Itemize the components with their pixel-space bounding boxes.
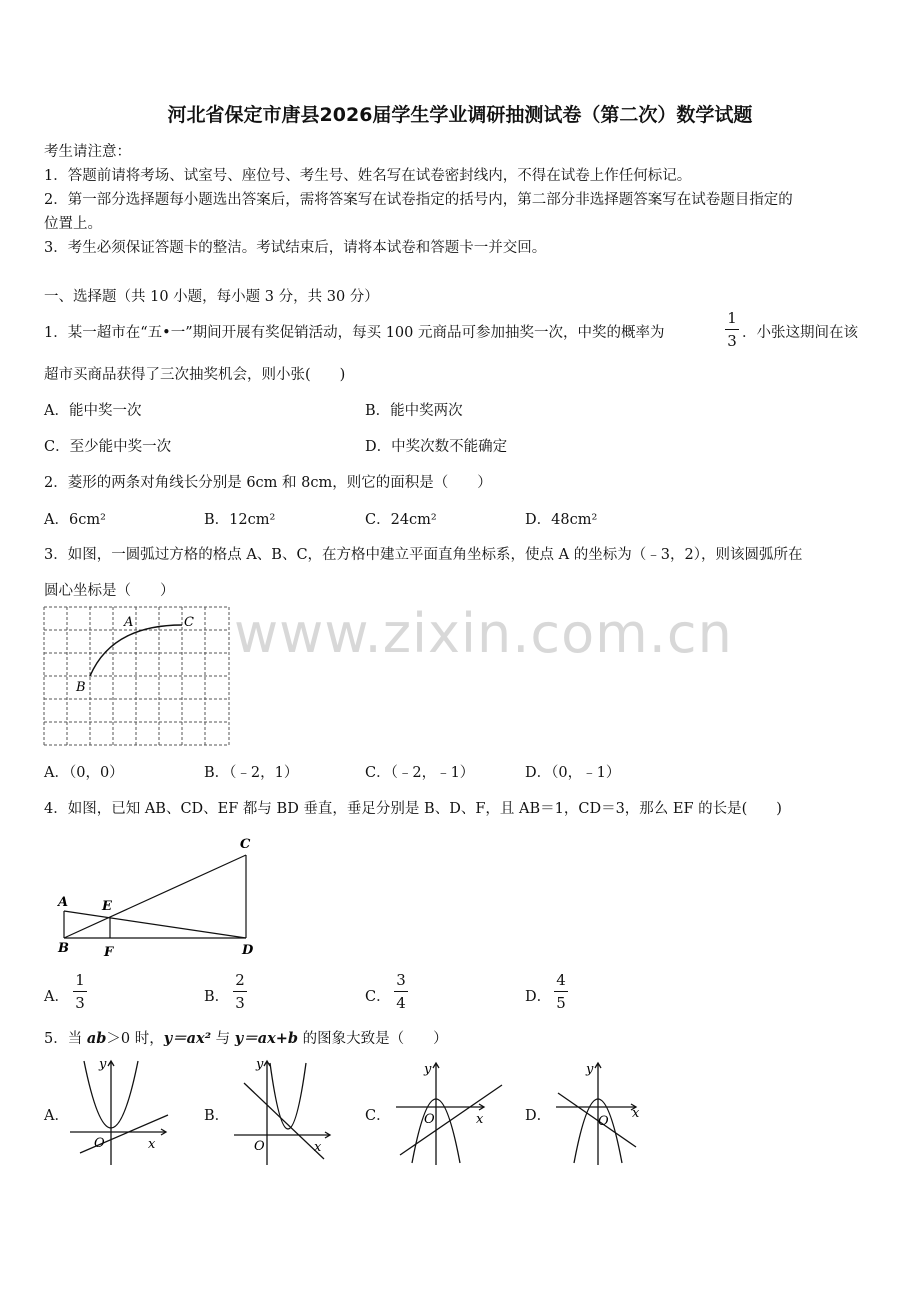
origin-label: O bbox=[94, 1136, 105, 1151]
q1-option-c[interactable]: C．至少能中奖一次 bbox=[44, 439, 172, 455]
origin-label: O bbox=[598, 1114, 609, 1129]
q5-stem-with: 与 bbox=[211, 1031, 235, 1047]
q4-c-num: 3 bbox=[396, 971, 406, 989]
q5-stem-gt: ＞0 时， bbox=[106, 1031, 164, 1047]
point-d-label: D bbox=[242, 943, 254, 958]
q3-option-a[interactable]: A．（0，0） bbox=[44, 765, 124, 781]
point-c-label: C bbox=[184, 615, 194, 630]
q1-fraction bbox=[724, 307, 740, 352]
x-label: x bbox=[632, 1106, 640, 1121]
q4-option-b-frac[interactable] bbox=[232, 969, 248, 1014]
parabola bbox=[270, 1063, 306, 1129]
origin-label: O bbox=[424, 1112, 435, 1127]
q4-figure bbox=[52, 830, 272, 965]
q4-option-b-letter[interactable]: B． bbox=[204, 989, 230, 1005]
q1-stem bbox=[44, 321, 665, 342]
point-f-label: F bbox=[104, 945, 114, 960]
q5-stem bbox=[44, 1027, 448, 1048]
q5-option-b[interactable]: B． bbox=[204, 1108, 230, 1124]
q1-stem-suffix: ．小张这期间在该 bbox=[742, 325, 858, 341]
q1-option-d[interactable]: D．中奖次数不能确定 bbox=[365, 439, 508, 455]
y-label: y bbox=[586, 1062, 594, 1077]
point-a-label: A bbox=[124, 615, 134, 630]
q5-graph-d bbox=[552, 1055, 648, 1167]
q5-stem-suffix: 的图象大致是（ ） bbox=[298, 1031, 448, 1047]
q2-option-b[interactable]: B．12cm² bbox=[204, 512, 276, 528]
q1-frac-den: 3 bbox=[727, 332, 737, 350]
q5-option-c[interactable]: C． bbox=[365, 1108, 391, 1124]
page-title: 河北省保定市唐县2026届学生学业调研抽测试卷（第二次）数学试题 bbox=[167, 104, 753, 126]
y-label: y bbox=[424, 1062, 432, 1077]
segment-bc bbox=[64, 855, 246, 938]
q4-option-a-frac[interactable] bbox=[72, 969, 88, 1014]
y-label: y bbox=[256, 1057, 264, 1072]
q2-stem: 2．菱形的两条对角线长分别是 6cm 和 8cm，则它的面积是（ ） bbox=[44, 475, 492, 491]
section-heading: 一、选择题（共 10 小题，每小题 3 分，共 30 分） bbox=[44, 289, 379, 305]
q3-option-d[interactable]: D．（0，﹣1） bbox=[525, 765, 621, 781]
q1-option-b[interactable]: B．能中奖两次 bbox=[365, 403, 463, 419]
q5-stem-prefix: 5．当 bbox=[44, 1031, 87, 1047]
q4-d-den: 5 bbox=[556, 994, 566, 1012]
q4-option-c-letter[interactable]: C． bbox=[365, 989, 391, 1005]
q5-stem-ab: ab bbox=[86, 1030, 107, 1047]
q5-option-d[interactable]: D． bbox=[525, 1108, 552, 1124]
q4-a-den: 3 bbox=[75, 994, 85, 1012]
point-c-label: C bbox=[240, 837, 251, 852]
q4-option-a-letter[interactable]: A． bbox=[44, 989, 69, 1005]
q2-option-d[interactable]: D．48cm² bbox=[525, 512, 598, 528]
point-b-label: B bbox=[76, 680, 86, 695]
y-label: y bbox=[99, 1057, 107, 1072]
q5-graph-a bbox=[66, 1055, 174, 1167]
q5-graph-c bbox=[392, 1055, 510, 1167]
q5-stem-eq1: y＝ax² bbox=[163, 1030, 212, 1047]
q5-graph-b bbox=[230, 1055, 338, 1167]
notice-item-1: 1．答题前请将考场、试室号、座位号、考生号、姓名写在试卷密封线内，不得在试卷上作任何标记。 bbox=[44, 168, 692, 184]
q2-option-a[interactable]: A．6cm² bbox=[44, 512, 106, 528]
q3-stem-line1: 3．如图，一圆弧过方格的格点 A、B、C，在方格中建立平面直角坐标系，使点 A 的坐标为（﹣3，2），则该圆弧所在 bbox=[44, 547, 803, 563]
q1-frac-num: 1 bbox=[727, 309, 737, 327]
q4-b-den: 3 bbox=[235, 994, 245, 1012]
notice-heading: 考生请注意： bbox=[44, 144, 131, 160]
notice-item-2-cont: 位置上。 bbox=[44, 216, 102, 232]
point-b-label: B bbox=[58, 941, 69, 956]
origin-label: O bbox=[254, 1139, 265, 1154]
x-label: x bbox=[314, 1140, 322, 1155]
q4-stem: 4．如图，已知 AB、CD、EF 都与 BD 垂直，垂足分别是 B、D、F，且 AB＝1，CD＝3，那么 EF 的长是( ) bbox=[44, 801, 782, 817]
notice-item-2: 2．第一部分选择题每小题选出答案后，需将答案写在试卷指定的括号内，第二部分非选择题答案写在试卷题目指定的 bbox=[44, 192, 793, 208]
q4-b-num: 2 bbox=[235, 971, 245, 989]
q4-option-c-frac[interactable] bbox=[393, 969, 409, 1014]
q3-stem-line2: 圆心坐标是（ ） bbox=[44, 583, 175, 599]
q1-stem-line2: 超市买商品获得了三次抽奖机会，则小张( ) bbox=[44, 367, 346, 383]
watermark: www.zixin.com.cn bbox=[234, 602, 733, 665]
x-label: x bbox=[476, 1112, 484, 1127]
q4-a-num: 1 bbox=[75, 971, 85, 989]
notice-item-3: 3．考生必须保证答题卡的整洁。考试结束后，请将本试卷和答题卡一并交回。 bbox=[44, 240, 547, 256]
q1-stem-prefix: 1．某一超市在“五•一”期间开展有奖促销活动，每买 100 元商品可参加抽奖一次，中奖的概率为 bbox=[44, 325, 665, 341]
x-label: x bbox=[148, 1137, 156, 1152]
grid-lines bbox=[44, 607, 229, 745]
q4-option-d-letter[interactable]: D． bbox=[525, 989, 552, 1005]
q3-option-b[interactable]: B．（﹣2，1） bbox=[204, 765, 299, 781]
q3-grid-figure bbox=[42, 605, 232, 749]
q5-option-a[interactable]: A． bbox=[44, 1108, 69, 1124]
q3-option-c[interactable]: C．（﹣2，﹣1） bbox=[365, 765, 475, 781]
segment-ad bbox=[64, 911, 246, 938]
line bbox=[558, 1093, 636, 1147]
q4-d-num: 4 bbox=[556, 971, 566, 989]
q4-option-d-frac[interactable] bbox=[553, 969, 569, 1014]
point-e-label: E bbox=[102, 899, 112, 914]
q1-option-a[interactable]: A．能中奖一次 bbox=[44, 403, 142, 419]
point-a-label: A bbox=[58, 895, 69, 910]
q4-c-den: 4 bbox=[396, 994, 406, 1012]
line bbox=[400, 1085, 502, 1155]
q2-option-c[interactable]: C．24cm² bbox=[365, 512, 437, 528]
q5-stem-eq2: y＝ax+b bbox=[234, 1030, 299, 1047]
